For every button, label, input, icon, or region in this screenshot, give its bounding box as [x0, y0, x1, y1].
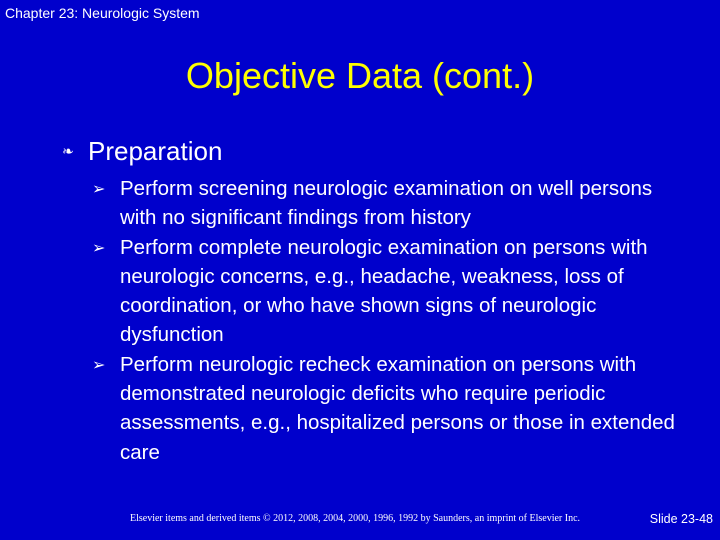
level2-bullet-list	[92, 174, 692, 467]
list-item	[92, 174, 692, 233]
slide-number: Slide 23-48	[649, 512, 713, 526]
list-item-text: Perform complete neurologic examination on persons with neurologic concerns, e.g., headache, weakness, loss of coordination, or who have shown signs of neurologic dysfunction	[120, 235, 648, 347]
copyright-footer: Elsevier items and derived items © 2012, 2008, 2004, 2000, 1996, 1992 by Saunders, an imprint of Elsevier Inc.	[130, 513, 581, 524]
level1-bullet-item	[62, 136, 222, 167]
arrow-bullet-icon: ➢	[92, 354, 106, 374]
decorative-bullet-icon: ❧	[62, 143, 74, 160]
list-item-text: Perform screening neurologic examination on well persons with no significant findings from history	[120, 177, 653, 230]
arrow-bullet-icon: ➢	[92, 179, 106, 198]
arrow-bullet-icon: ➢	[92, 237, 106, 257]
chapter-header: Chapter 23: Neurologic System	[5, 5, 200, 21]
slide-title: Objective Data (cont.)	[185, 55, 535, 96]
list-item	[92, 233, 692, 350]
list-item-text: Perform neurologic recheck examination on persons with demonstrated neurologic deficits who require periodic assessments, e.g., hospitalized persons or those in extended care	[120, 352, 675, 464]
list-item	[92, 350, 692, 467]
level1-bullet-text: Preparation	[88, 136, 223, 166]
